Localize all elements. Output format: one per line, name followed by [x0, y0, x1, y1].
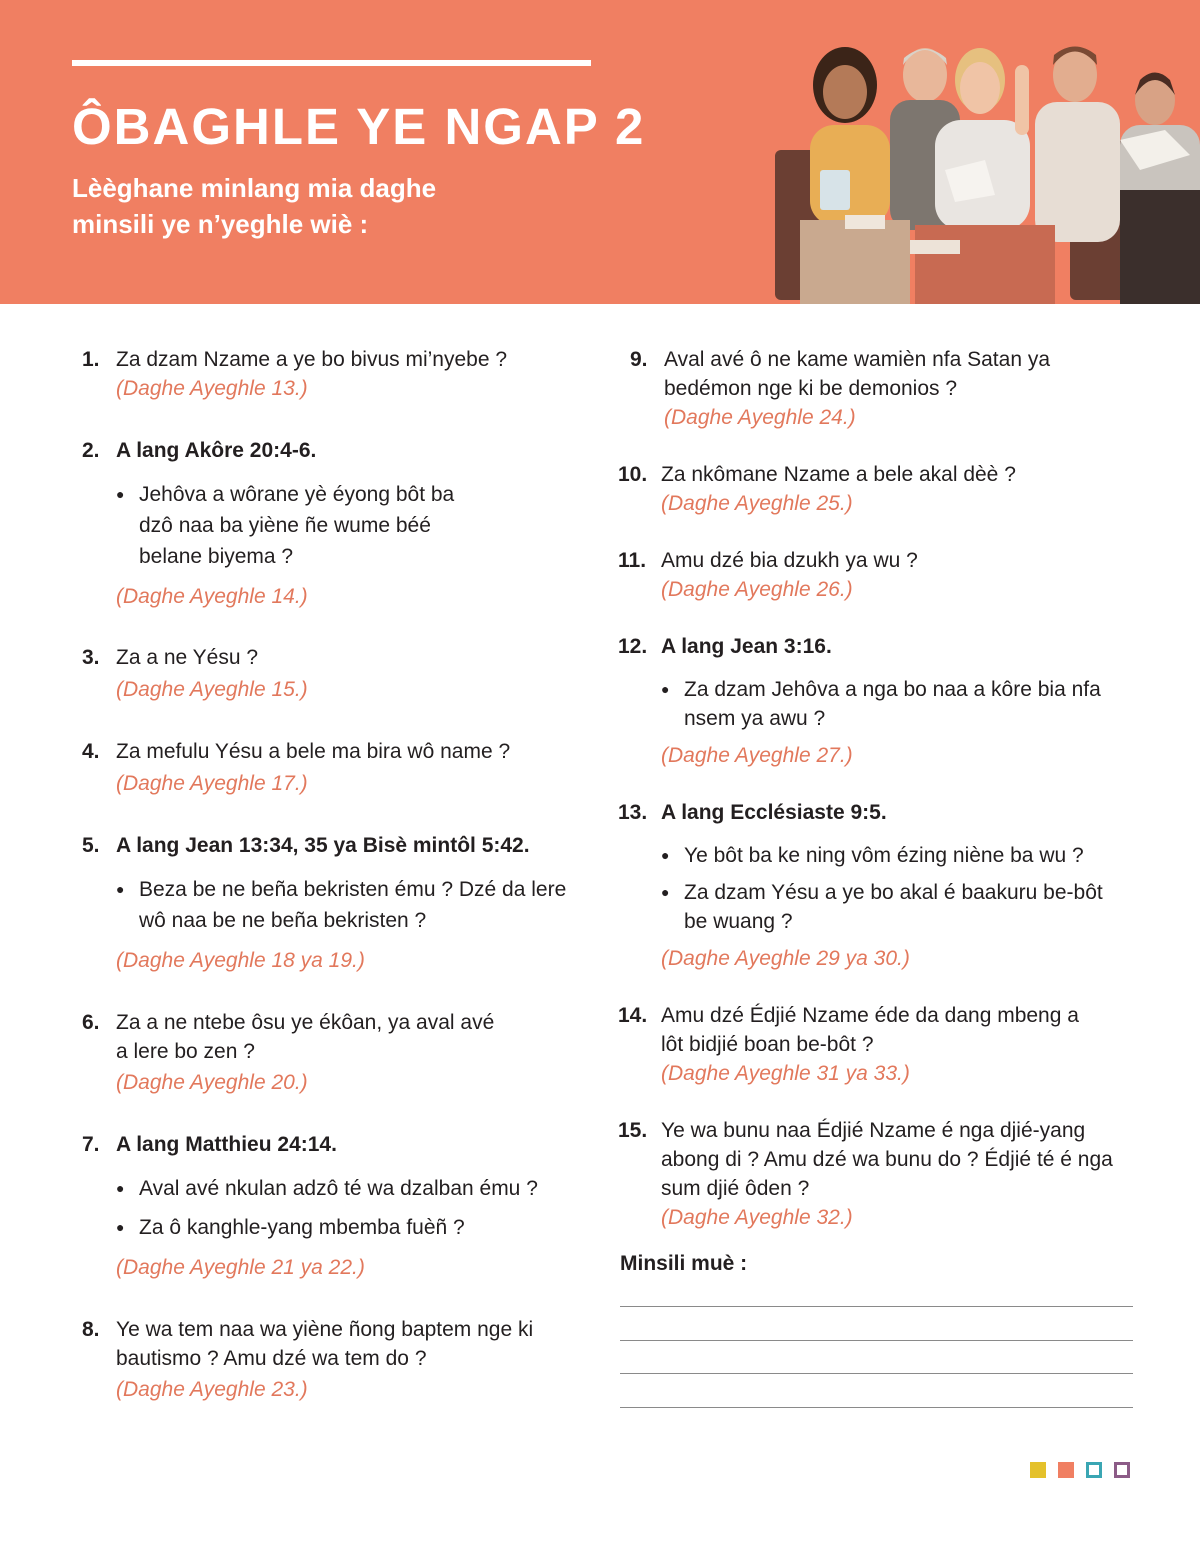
question-number: 12.	[618, 635, 648, 658]
question-text: Ye wa bunu naa Édjié Nzame é nga djié-yang abong di ? Amu dzé wa bunu do ? Édjié té é nga sum djié ôden ?	[661, 1119, 1113, 1200]
lesson-reference: (Daghe Ayeghle 29 ya 30.)	[661, 947, 910, 970]
lesson-reference: (Daghe Ayeghle 17.)	[116, 772, 308, 795]
question-5	[82, 831, 582, 975]
note-line[interactable]	[620, 1340, 1133, 1341]
question-number: 11.	[618, 549, 647, 572]
question-text: Aval avé ô ne kame wamièn nfa Satan ya bedémon nge ki be demonios ?	[664, 348, 1051, 400]
question-3	[82, 643, 582, 704]
question-13	[618, 798, 1138, 973]
lesson-reference: (Daghe Ayeghle 21 ya 22.)	[116, 1256, 365, 1279]
question-number: 4.	[82, 740, 100, 763]
question-number: 14.	[618, 1004, 648, 1027]
lesson-reference: (Daghe Ayeghle 24.)	[664, 406, 856, 429]
lesson-reference: (Daghe Ayeghle 15.)	[116, 678, 308, 701]
question-text: A lang Ecclésiaste 9:5.	[661, 801, 887, 824]
bullet-item: ● Beza be ne beña bekristen ému ? Dzé da lere wô naa be ne beña bekristen ?	[116, 874, 586, 936]
question-number: 3.	[82, 646, 100, 669]
question-text: Amu dzé Édjié Nzame éde da dang mbeng a lôt bidjié boan be-bôt ?	[661, 1004, 1079, 1056]
question-text: Za mefulu Yésu a bele ma bira wô name ?	[116, 740, 511, 763]
note-line[interactable]	[620, 1407, 1133, 1408]
lesson-reference: (Daghe Ayeghle 14.)	[116, 585, 308, 608]
question-9	[630, 345, 1150, 432]
lesson-reference: (Daghe Ayeghle 23.)	[116, 1378, 308, 1401]
yellow-square-icon	[1030, 1462, 1046, 1478]
lesson-reference: (Daghe Ayeghle 25.)	[661, 492, 853, 515]
question-number: 10.	[618, 463, 648, 486]
question-bullets	[661, 675, 1101, 733]
question-number: 7.	[82, 1133, 100, 1156]
question-text: Za nkômane Nzame a bele akal dèè ?	[661, 463, 1016, 486]
question-1	[82, 345, 582, 403]
teal-outline-square-icon	[1086, 1462, 1102, 1478]
questions-left-column	[82, 345, 582, 1404]
page-header	[0, 0, 1200, 304]
page-title: ÔBAGHLE YE NGAP 2	[72, 98, 646, 155]
question-bullets	[116, 874, 586, 936]
lesson-reference: (Daghe Ayeghle 18 ya 19.)	[116, 949, 365, 972]
question-15	[618, 1116, 1138, 1232]
bullet-item: ● Ye bôt ba ke ning vôm ézing niène ba wu ?	[661, 841, 1121, 870]
question-text: A lang Jean 13:34, 35 ya Bisè mintôl 5:42.	[116, 834, 530, 857]
notes-label: Minsili muè :	[620, 1252, 748, 1275]
question-11	[618, 546, 1138, 604]
question-7	[82, 1130, 582, 1282]
question-number: 2.	[82, 439, 100, 462]
lesson-reference: (Daghe Ayeghle 31 ya 33.)	[661, 1062, 910, 1085]
question-number: 8.	[82, 1318, 100, 1341]
note-line[interactable]	[620, 1373, 1133, 1374]
question-number: 6.	[82, 1011, 100, 1034]
question-text: Za dzam Nzame a ye bo bivus mi’nyebe ?	[116, 348, 508, 371]
bullet-item: ● Aval avé nkulan adzô té wa dzalban ému ?	[116, 1173, 582, 1204]
question-4	[82, 737, 582, 798]
bullet-item: ● Za ô kanghle-yang mbemba fuèñ ?	[116, 1212, 582, 1243]
bullet-item: ● Za dzam Jehôva a nga bo naa a kôre bia nfa nsem ya awu ?	[661, 675, 1101, 733]
lesson-reference: (Daghe Ayeghle 26.)	[661, 578, 853, 601]
bullet-item: ● Za dzam Yésu a ye bo akal é baakuru be-bôt be wuang ?	[661, 878, 1121, 936]
question-text: Za a ne Yésu ?	[116, 646, 259, 669]
purple-outline-square-icon	[1114, 1462, 1130, 1478]
people-seated-illustration	[770, 30, 1200, 304]
question-number: 1.	[82, 348, 100, 371]
bullet-item: ● Jehôva a wôrane yè éyong bôt ba dzô naa ba yiène ñe wume béé belane biyema ?	[116, 479, 486, 572]
question-10	[618, 460, 1138, 518]
note-line[interactable]	[620, 1306, 1133, 1307]
lesson-reference: (Daghe Ayeghle 13.)	[116, 377, 308, 400]
orange-square-icon	[1058, 1462, 1074, 1478]
question-text: Ye wa tem naa wa yiène ñong baptem nge ki bautismo ? Amu dzé wa tem do ?	[116, 1318, 534, 1370]
header-divider	[72, 60, 591, 66]
question-12	[618, 632, 1138, 770]
question-bullets	[661, 841, 1121, 936]
question-8	[82, 1315, 582, 1404]
question-bullets	[116, 1173, 582, 1243]
question-2	[82, 436, 582, 611]
question-text: A lang Matthieu 24:14.	[116, 1133, 337, 1156]
question-text: Za a ne ntebe ôsu ye ékôan, ya aval avé a lere bo zen ?	[116, 1011, 495, 1063]
question-number: 15.	[618, 1119, 648, 1142]
question-14	[618, 1001, 1138, 1088]
question-text: A lang Akôre 20:4-6.	[116, 439, 317, 462]
lesson-reference: (Daghe Ayeghle 32.)	[661, 1206, 853, 1229]
question-number: 9.	[630, 348, 648, 371]
question-bullets	[116, 479, 486, 572]
lesson-reference: (Daghe Ayeghle 20.)	[116, 1071, 308, 1094]
question-number: 13.	[618, 801, 648, 824]
question-number: 5.	[82, 834, 100, 857]
lesson-reference: (Daghe Ayeghle 27.)	[661, 744, 853, 767]
page-subtitle: Lèèghane minlang mia daghe minsili ye n’yeghle wiè :	[72, 173, 437, 239]
questions-right-column	[618, 345, 1138, 1232]
question-text: A lang Jean 3:16.	[661, 635, 832, 658]
question-6	[82, 1008, 582, 1097]
question-text: Amu dzé bia dzukh ya wu ?	[661, 549, 918, 572]
